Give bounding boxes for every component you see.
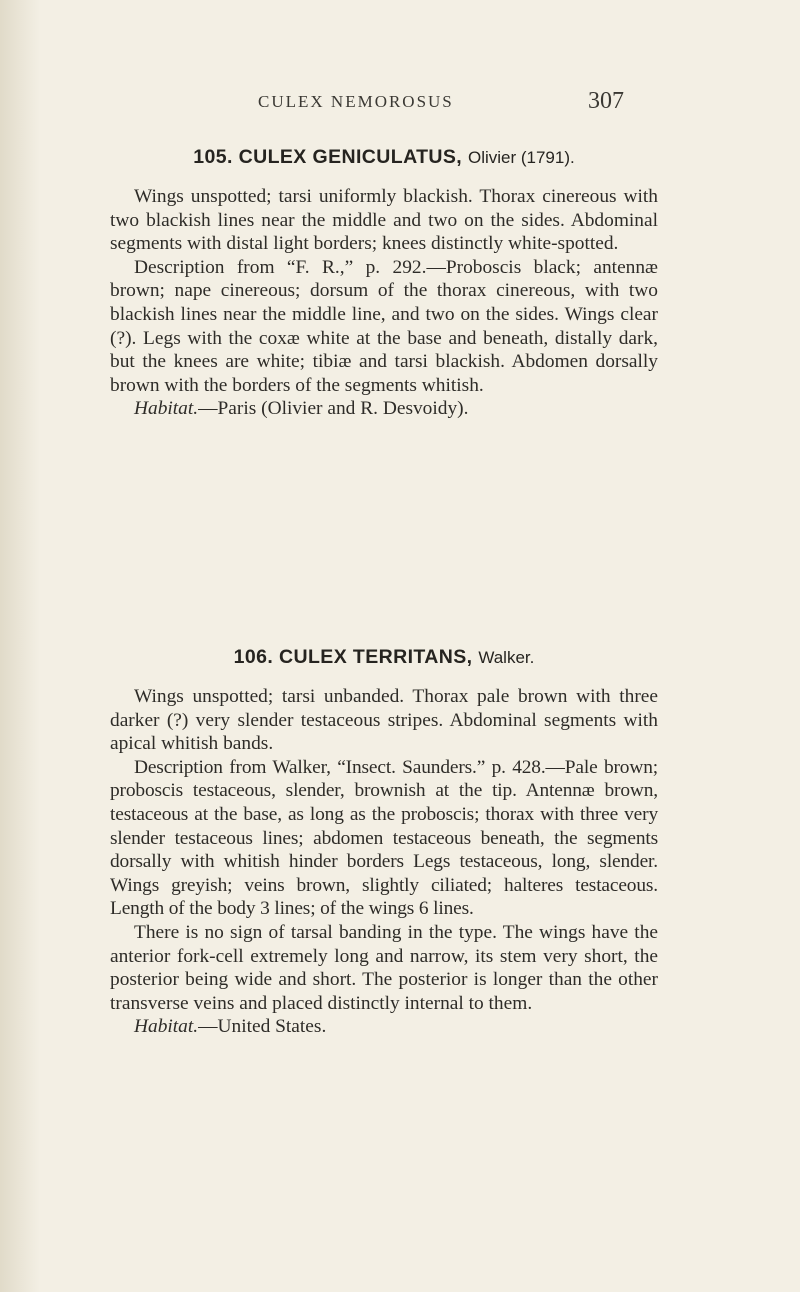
running-head [0, 88, 800, 118]
description-paragraph: Description from Walker, “Insect. Saunders.” p. 428.—Pale brown; proboscis testaceous, slender, brownish at the tip. Antennæ brown, testaceous at the base, as long as the proboscis; thorax with three very slender testaceous lines; abdomen testaceous beneath, the segments dorsally with whitish hinder borders Legs testaceous, long, slender. Wings greyish; veins brown, slightly ciliated; halteres testaceous. Length of the body 3 lines; of the wings 6 lines. [110, 756, 658, 920]
running-title: CULEX NEMOROSUS [258, 92, 454, 111]
species-title: 106. CULEX TERRITANS, [233, 646, 473, 668]
diagnosis-paragraph: Wings unspotted; tarsi unbanded. Thorax pale brown with three darker (?) very slender testaceous stripes. Abdominal segments with apical whitish bands. [110, 686, 658, 755]
species-entry-105 [110, 146, 658, 421]
description-paragraph: Description from “F. R.,” p. 292.—Proboscis black; antennæ brown; nape cinereous; dorsum of the thorax cinereous, with two blackish lines near the middle line, and two on the sides. Wings clear (?). Legs with the coxæ white at the base and beneath, distally dark, but the knees are white; tibiæ and tarsi blackish. Abdomen dorsally brown with the borders of the segments whitish. [110, 256, 658, 396]
habitat-paragraph [110, 1015, 658, 1039]
species-author: Olivier (1791). [467, 148, 575, 167]
page-number: 307 [588, 88, 624, 114]
habitat-text: —Paris (Olivier and R. Desvoidy). [198, 398, 469, 420]
species-heading [110, 146, 658, 169]
habitat-text: —United States. [198, 1016, 327, 1038]
species-entry-106 [110, 646, 658, 1039]
habitat-label: Habitat. [134, 1016, 199, 1038]
diagnosis-paragraph: Wings unspotted; tarsi uniformly blackish. Thorax cinereous with two blackish lines near the middle and two on the sides. Abdominal segments with distal light borders; knees distinctly white-spotted. [110, 186, 658, 255]
remark-paragraph: There is no sign of tarsal banding in the type. The wings have the anterior fork-cell extremely long and narrow, its stem very short, the posterior being wide and short. The posterior is longer than the other transverse veins and placed distinctly internal to them. [110, 921, 658, 1014]
species-author: Walker. [478, 648, 535, 667]
habitat-paragraph [110, 397, 658, 421]
species-title: 105. CULEX GENICULATUS, [193, 146, 463, 168]
habitat-label: Habitat. [134, 398, 199, 420]
species-heading [110, 646, 658, 669]
